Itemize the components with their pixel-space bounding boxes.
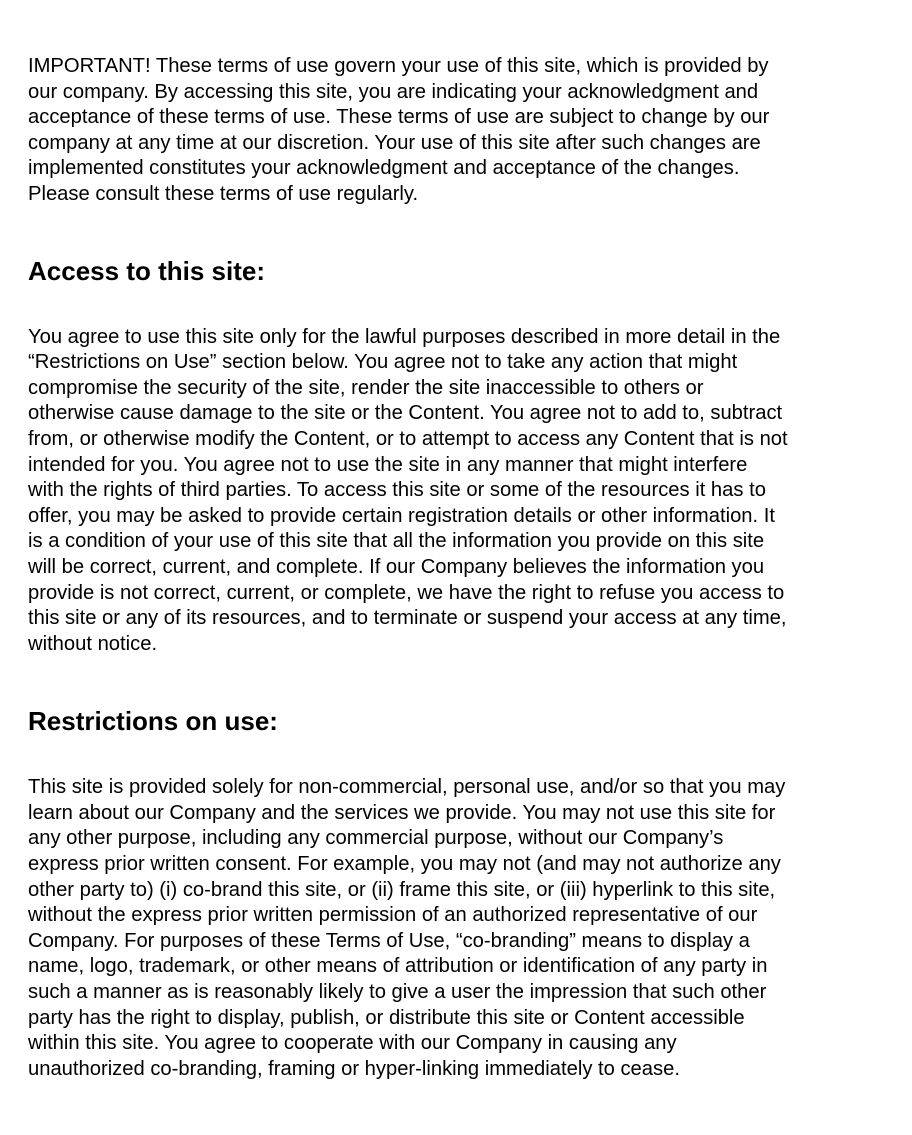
section-heading-restrictions: Restrictions on use:	[28, 706, 278, 737]
section-heading-access: Access to this site:	[28, 255, 265, 286]
section-body-restrictions: This site is provided solely for non-commercial, personal use, and/or so that you may learn about our Company and the services we provide. You may not use this site for any other purpose, including any commercial purpose, without our Company’s express prior written consent. For example, you may not (and may not authorize any other party to) (i) co-brand this site, or (ii) frame this site, or (iii) hyperlink to this site, without the express prior written permission of an authorized representative of our Company. For purposes of these Terms of Use, “co-branding” means to display a name, logo, trademark, or other means of attribution or identification of any party in such a manner as is reasonably likely to give a user the impression that such other party has the right to display, publish, or distribute this site or Content accessible within this site. You agree to cooperate with our Company in causing any unauthorized co-branding, framing or hyper-linking immediately to cease.	[28, 776, 786, 1080]
intro-paragraph: IMPORTANT! These terms of use govern your use of this site, which is provided by our company. By accessing this site, you are indicating your acknowledgment and acceptance of these terms of use. These terms of use are subject to change by our company at any time at our discretion. Your use of this site after such changes are implemented constitutes your acknowledgment and acceptance of the changes. Please consult these terms of use regularly.	[28, 55, 770, 205]
terms-of-use-document	[28, 54, 878, 1082]
section-body-access: You agree to use this site only for the lawful purposes described in more detail in the “Restrictions on Use” section below. You agree not to take any action that might compromise the security of the site, render the site inaccessible to others or otherwise cause damage to the site or the Content. You agree not to add to, subtract from, or otherwise modify the Content, or to attempt to access any Content that is not intended for you. You agree not to use the site in any manner that might interfere with the rights of third parties. To access this site or some of the resources it has to offer, you may be asked to provide certain registration details or other information. It is a condition of your use of this site that all the information you provide on this site will be correct, current, and complete. If our Company believes the information you provide is not correct, current, or complete, we have the right to refuse you access to this site or any of its resources, and to terminate or suspend your access at any time, without notice.	[28, 325, 788, 655]
